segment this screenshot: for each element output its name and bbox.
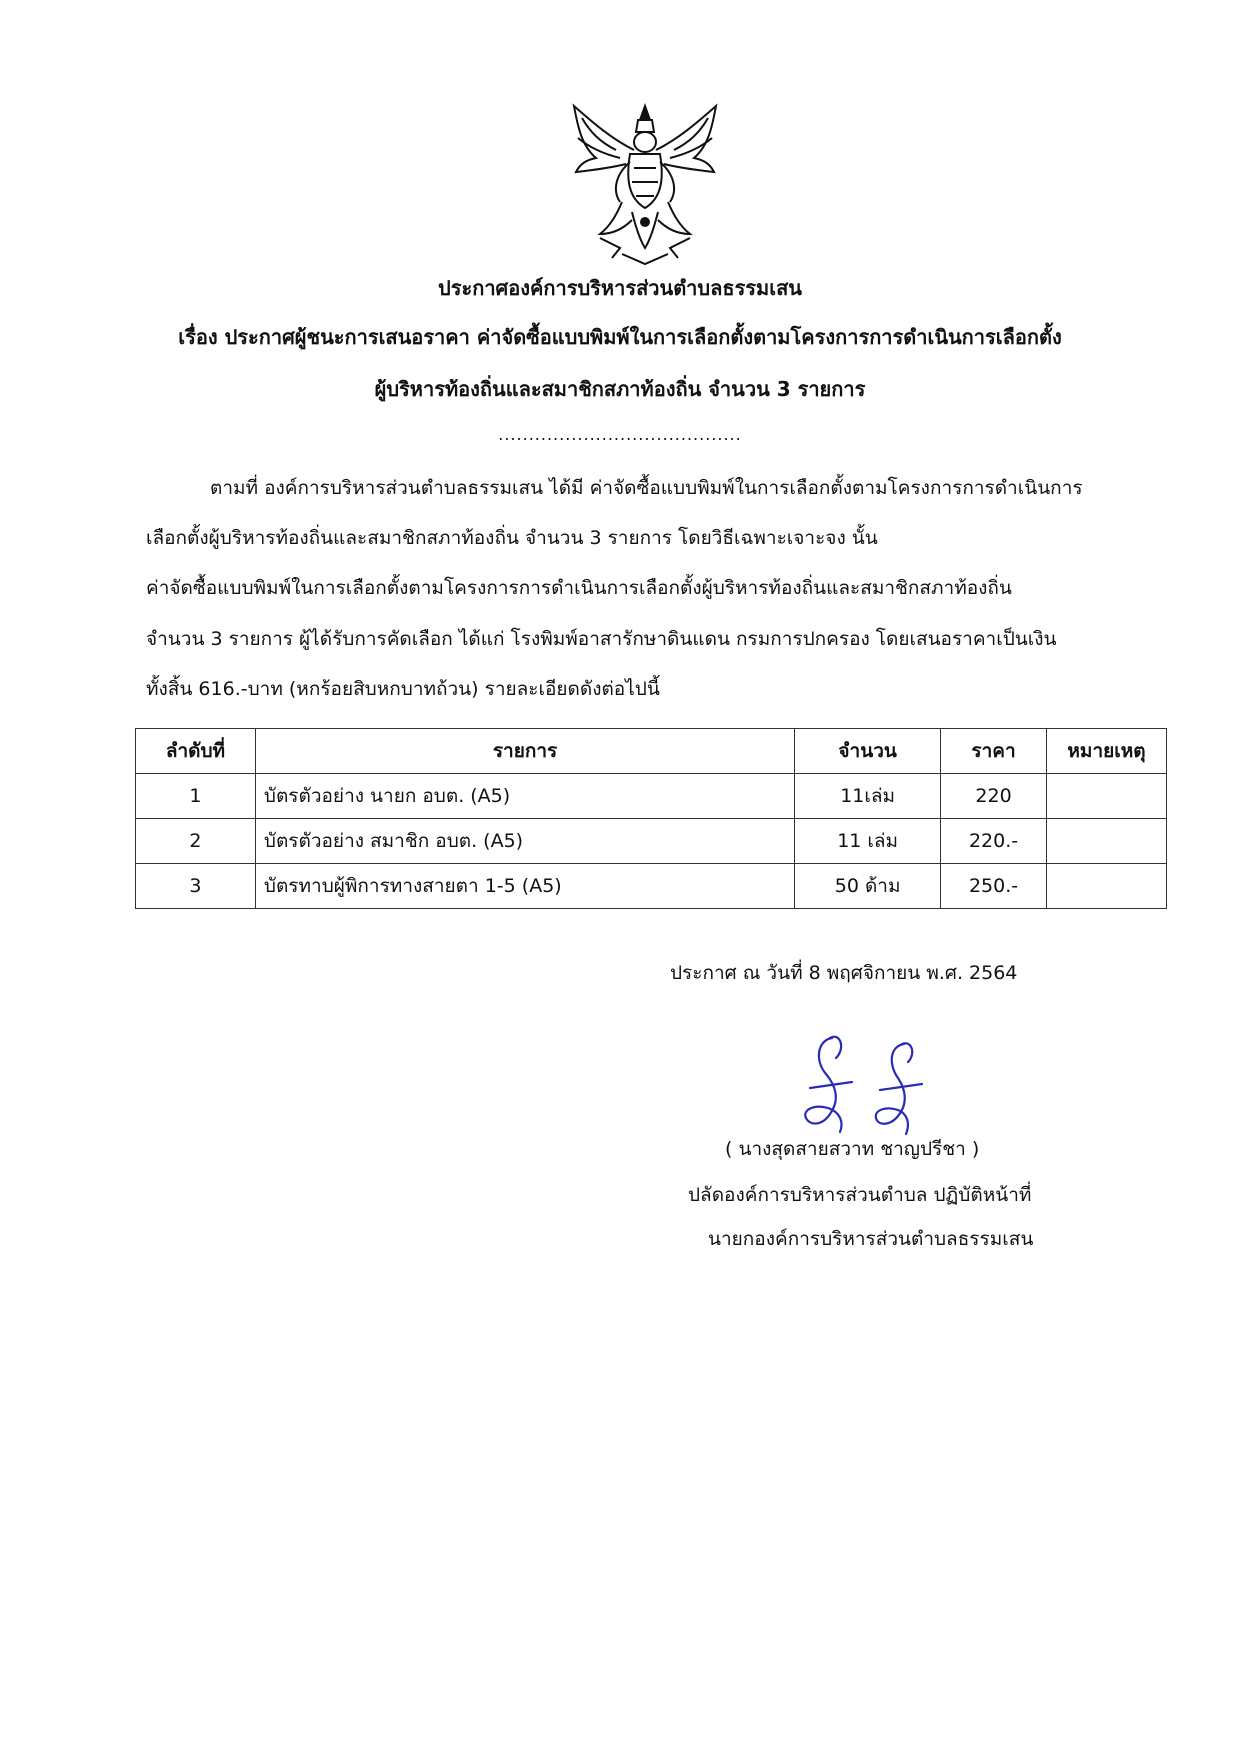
org-title: ประกาศองค์การบริหารส่วนตำบลธรรมเสน bbox=[438, 276, 802, 300]
row-no: 3 bbox=[136, 864, 256, 909]
signer-name: ( นางสุดสายสวาท ชาญปรีชา ) bbox=[725, 1138, 980, 1160]
header-note: หมายเหตุ bbox=[1047, 729, 1167, 774]
body-line-1: ตามที่ องค์การบริหารส่วนตำบลธรรมเสน ได้มี ค่าจัดซื้อแบบพิมพ์ในการเลือกตั้งตามโครงการการดำเนินการ bbox=[210, 477, 1083, 499]
signer-position-2: นายกองค์การบริหารส่วนตำบลธรรมเสน bbox=[708, 1228, 1034, 1250]
separator: ........................................ bbox=[498, 425, 742, 444]
signature-icon bbox=[770, 1030, 940, 1150]
body-line-5: ทั้งสิ้น 616.-บาท (หกร้อยสิบหกบาทถ้วน) รายละเอียดดังต่อไปนี้ bbox=[146, 678, 660, 700]
announcement-date: ประกาศ ณ วันที่ 8 พฤศจิกายน พ.ศ. 2564 bbox=[670, 962, 1018, 984]
table-row bbox=[136, 864, 1167, 909]
body-line-2: เลือกตั้งผู้บริหารท้องถิ่นและสมาชิกสภาท้องถิ่น จำนวน 3 รายการ โดยวิธีเฉพาะเจาะจง นั้น bbox=[146, 527, 878, 549]
header-item: รายการ bbox=[255, 729, 794, 774]
table-header-row bbox=[136, 729, 1167, 774]
row-note bbox=[1047, 819, 1167, 864]
subject-line-2: ผู้บริหารท้องถิ่นและสมาชิกสภาท้องถิ่น จำนวน 3 รายการ bbox=[374, 377, 866, 401]
row-no: 1 bbox=[136, 774, 256, 819]
table-row bbox=[136, 774, 1167, 819]
signer-position-1: ปลัดองค์การบริหารส่วนตำบล ปฏิบัติหน้าที่ bbox=[688, 1184, 1032, 1206]
items-table bbox=[135, 728, 1167, 909]
row-price: 220.- bbox=[941, 819, 1047, 864]
row-qty: 11เล่ม bbox=[795, 774, 941, 819]
row-note bbox=[1047, 864, 1167, 909]
header-no: ลำดับที่ bbox=[136, 729, 256, 774]
row-price: 250.- bbox=[941, 864, 1047, 909]
subject-line-1: เรื่อง ประกาศผู้ชนะการเสนอราคา ค่าจัดซื้อแบบพิมพ์ในการเลือกตั้งตามโครงการการดำเนินการเลือกตั้ง bbox=[178, 325, 1062, 349]
row-item: บัตรตัวอย่าง นายก อบต. (A5) bbox=[255, 774, 794, 819]
header-price: ราคา bbox=[941, 729, 1047, 774]
table-row bbox=[136, 819, 1167, 864]
body-line-4: จำนวน 3 รายการ ผู้ได้รับการคัดเลือก ได้แก่ โรงพิมพ์อาสารักษาดินแดน กรมการปกครอง โดยเสนอราคาเป็นเงิน bbox=[146, 628, 1057, 650]
garuda-emblem-icon bbox=[560, 98, 730, 268]
body-line-3: ค่าจัดซื้อแบบพิมพ์ในการเลือกตั้งตามโครงการการดำเนินการเลือกตั้งผู้บริหารท้องถิ่นและสมาชิกสภาท้องถิ่น bbox=[146, 577, 1012, 599]
row-item: บัตรทาบผู้พิการทางสายตา 1-5 (A5) bbox=[255, 864, 794, 909]
header-qty: จำนวน bbox=[795, 729, 941, 774]
row-qty: 50 ด้าม bbox=[795, 864, 941, 909]
row-item: บัตรตัวอย่าง สมาชิก อบต. (A5) bbox=[255, 819, 794, 864]
row-price: 220 bbox=[941, 774, 1047, 819]
row-no: 2 bbox=[136, 819, 256, 864]
row-note bbox=[1047, 774, 1167, 819]
row-qty: 11 เล่ม bbox=[795, 819, 941, 864]
